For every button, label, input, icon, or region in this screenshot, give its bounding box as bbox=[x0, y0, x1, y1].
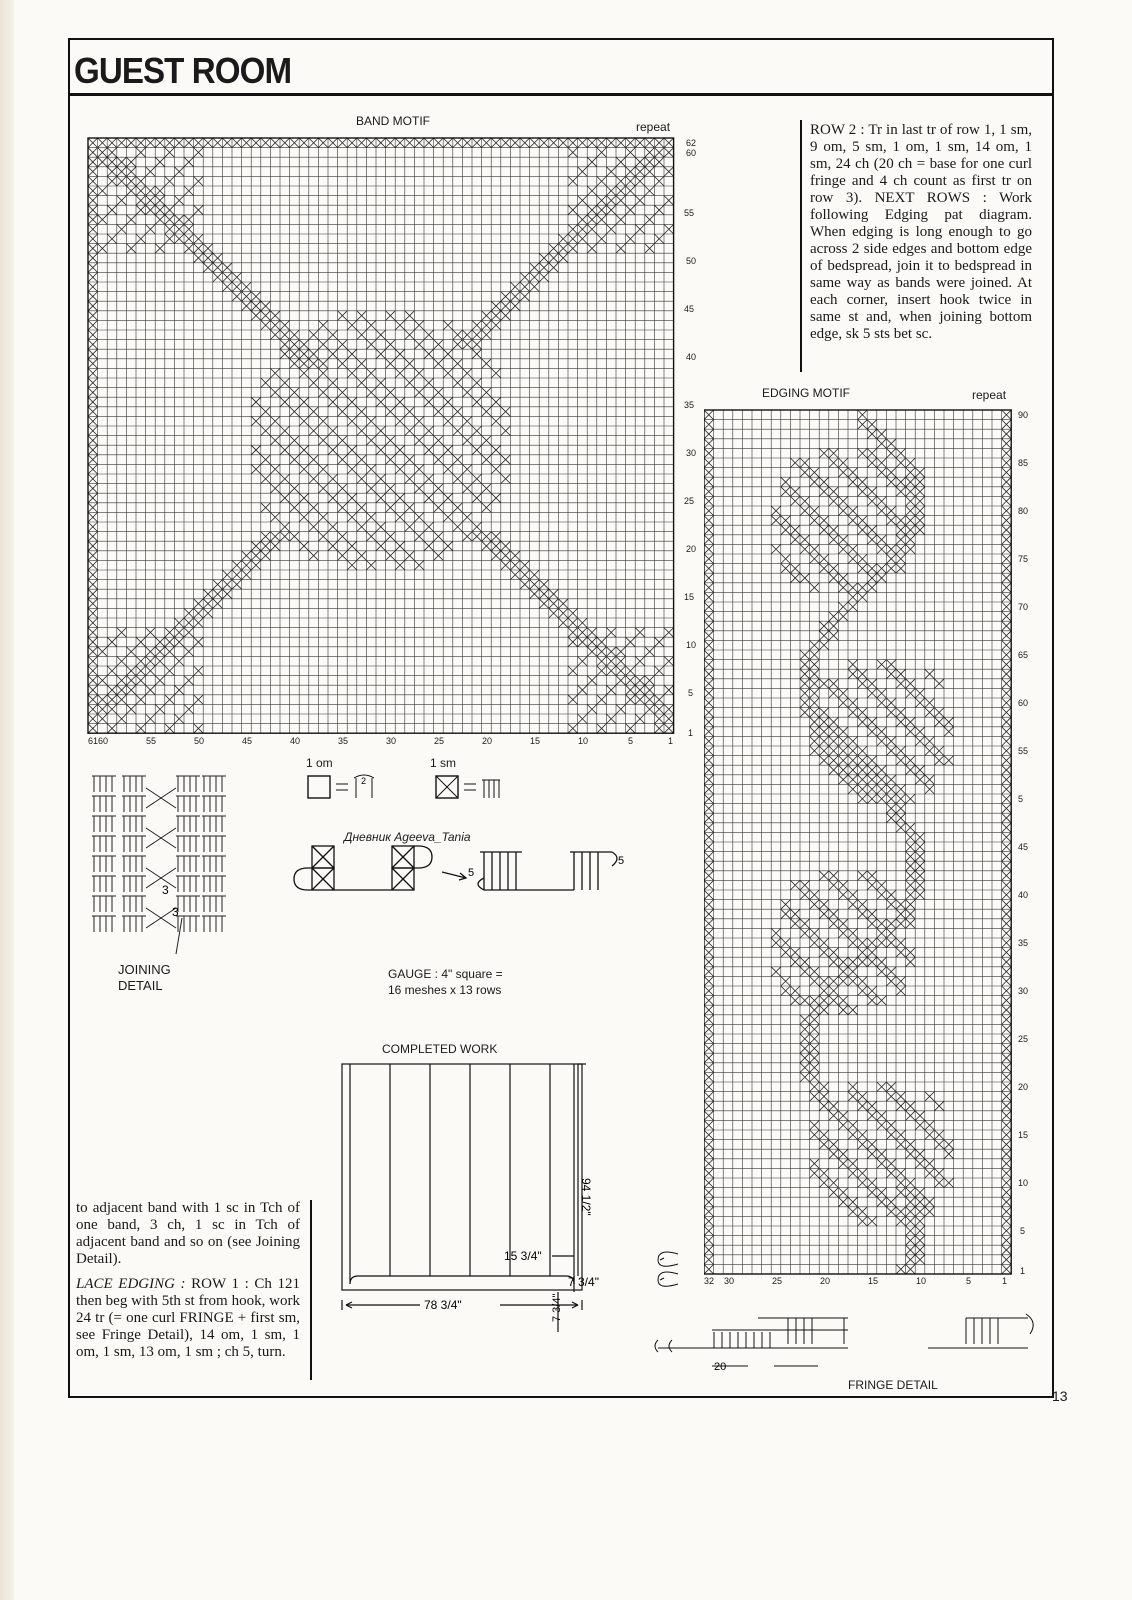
band-row-label: 40 bbox=[686, 352, 697, 362]
edging-row-label: 30 bbox=[1018, 986, 1029, 996]
edging-row-label: 1 bbox=[1020, 1266, 1026, 1276]
edging-col-label: 15 bbox=[868, 1276, 879, 1286]
joining-label-line1: JOINING bbox=[118, 962, 171, 977]
band-row-label: 35 bbox=[684, 400, 695, 410]
cw-edge-bottom: 7 3/4" bbox=[551, 1293, 563, 1322]
right-text-rule bbox=[800, 120, 802, 372]
band-col-label: 50 bbox=[194, 736, 205, 746]
edging-col-label: 20 bbox=[820, 1276, 831, 1286]
gauge-note bbox=[388, 966, 503, 998]
band-col-label: 10 bbox=[578, 736, 589, 746]
band-row-label: 30 bbox=[686, 448, 697, 458]
edging-row-label: 15 bbox=[1018, 1130, 1029, 1140]
cw-edge-side: 7 3/4" bbox=[568, 1275, 599, 1289]
page-title: GUEST ROOM bbox=[74, 50, 292, 91]
bottom-text-rule bbox=[310, 1200, 312, 1380]
joining-detail-label bbox=[118, 962, 171, 994]
edging-row-label: 90 bbox=[1018, 410, 1029, 420]
page-number: 13 bbox=[1052, 1388, 1068, 1404]
edging-row-label: 35 bbox=[1018, 938, 1029, 948]
edging-row-label: 5 bbox=[1020, 1226, 1026, 1236]
edging-col-label: 32 bbox=[704, 1276, 715, 1286]
band-row-label: 55 bbox=[684, 208, 695, 218]
edging-repeat-label: repeat bbox=[972, 388, 1007, 402]
cw-width: 78 3/4" bbox=[424, 1298, 462, 1312]
band-row-label: 1 bbox=[688, 728, 694, 738]
band-col-label: 20 bbox=[482, 736, 493, 746]
band-row-label: 50 bbox=[686, 256, 697, 266]
band-row-label: 45 bbox=[684, 304, 695, 314]
edging-row-label: 45 bbox=[1018, 842, 1029, 852]
corner-num-right: 5 bbox=[618, 855, 625, 867]
legend-om-number: 2 bbox=[361, 776, 367, 786]
edging-row-label: 60 bbox=[1018, 698, 1029, 708]
legend-sm-label: 1 sm bbox=[430, 756, 457, 770]
joining-num-2: 3 bbox=[172, 905, 179, 919]
joining-detail-diagram bbox=[86, 768, 242, 958]
completed-work-label: COMPLETED WORK bbox=[382, 1042, 498, 1056]
edging-motif-chart bbox=[704, 406, 1044, 1286]
edging-row-label: 55 bbox=[1018, 746, 1029, 756]
page-binding-shadow bbox=[0, 0, 14, 1600]
band-row-label: 25 bbox=[684, 496, 695, 506]
edging-col-label: 5 bbox=[966, 1276, 972, 1286]
edging-row-label: 75 bbox=[1018, 554, 1029, 564]
edging-row-label: 80 bbox=[1018, 506, 1029, 516]
band-row-label: 20 bbox=[686, 544, 697, 554]
band-col-labels bbox=[84, 736, 684, 750]
legend-om-label: 1 om bbox=[306, 756, 333, 770]
band-col-label: 5 bbox=[628, 736, 634, 746]
fringe-num: 20 bbox=[714, 1361, 727, 1373]
edging-col-label: 25 bbox=[772, 1276, 783, 1286]
legend-symbols bbox=[300, 770, 530, 804]
band-col-label: 15 bbox=[530, 736, 541, 746]
band-col-label: 1 bbox=[668, 736, 674, 746]
edging-row-label: 65 bbox=[1018, 650, 1029, 660]
edging-row-label: 85 bbox=[1018, 458, 1029, 468]
band-col-label: 45 bbox=[242, 736, 253, 746]
lace-edging-text: ROW 1 : Ch 121 then beg with 5th st from hook, work 24 tr (= one curl FRINGE + first sm, see Fringe Detail), 14 om, 1 sm, 1 om, 1 sm, 13 om, 1 sm ; ch 5, turn. bbox=[76, 1276, 300, 1360]
edging-row-labels bbox=[1016, 406, 1042, 1282]
edging-row-label: 25 bbox=[1018, 1034, 1029, 1044]
lace-edging-instructions bbox=[76, 1200, 300, 1369]
cw-band-width: 15 3/4" bbox=[504, 1249, 542, 1263]
joining-paragraph: to adjacent band with 1 sc in Tch of one band, 3 ch, 1 sc in Tch of adjacent band and so on (see Joining Detail). bbox=[76, 1200, 300, 1267]
band-col-label: 60 bbox=[98, 736, 109, 746]
edging-row-label: 10 bbox=[1018, 1178, 1029, 1188]
band-col-label: 30 bbox=[386, 736, 397, 746]
corner-diagram bbox=[290, 842, 630, 906]
band-col-label: 40 bbox=[290, 736, 301, 746]
fringe-detail-diagram bbox=[648, 1240, 1048, 1380]
band-repeat-label: repeat bbox=[636, 120, 671, 134]
fringe-detail-label: FRINGE DETAIL bbox=[848, 1378, 938, 1392]
edging-motif-label: EDGING MOTIF bbox=[762, 386, 850, 400]
lace-edging-paragraph bbox=[76, 1276, 300, 1361]
cw-height: 94 1/2" bbox=[579, 1178, 593, 1216]
band-col-label: 35 bbox=[338, 736, 349, 746]
edging-row-label: 20 bbox=[1018, 1082, 1029, 1092]
gauge-line1: GAUGE : 4" square = bbox=[388, 967, 503, 981]
joining-num-1: 3 bbox=[162, 883, 169, 897]
watermark-text: Дневник Ageeva_Tania bbox=[344, 830, 471, 844]
band-col-label: 55 bbox=[146, 736, 157, 746]
band-row-label: 5 bbox=[688, 688, 694, 698]
edging-col-label: 1 bbox=[1002, 1276, 1008, 1286]
band-row-label: 10 bbox=[686, 640, 697, 650]
joining-label-line2: DETAIL bbox=[118, 978, 163, 993]
band-col-label: 25 bbox=[434, 736, 445, 746]
band-col-label: 61 bbox=[88, 736, 99, 746]
band-row-label: 15 bbox=[684, 592, 695, 602]
edging-col-label: 10 bbox=[916, 1276, 927, 1286]
edging-row-label: 5 bbox=[1018, 794, 1024, 804]
lace-edging-heading: LACE EDGING : bbox=[76, 1276, 186, 1292]
band-row-label: 60 bbox=[686, 148, 697, 158]
row2-instructions: ROW 2 : Tr in last tr of row 1, 1 sm, 9 om, 5 sm, 1 om, 1 sm, 14 om, 1 sm, 24 ch (20 ch = base for one curl fringe and 4 ch count as first tr on row 3). NEXT ROWS : Work following Edging pat diagram. When edging is long enough to go across 2 side edges and bottom edge of bedspread, join it to bedspread in same way as bands were joined. At each corner, insert hook twice in same st and, when joining bottom edge, sk 5 sts bet sc. bbox=[810, 122, 1032, 342]
gauge-line2: 16 meshes x 13 rows bbox=[388, 983, 502, 997]
edging-row-label: 70 bbox=[1018, 602, 1029, 612]
edging-col-label: 30 bbox=[724, 1276, 735, 1286]
band-motif-chart bbox=[84, 134, 714, 750]
band-row-label: 62 bbox=[686, 138, 697, 148]
band-motif-label: BAND MOTIF bbox=[356, 114, 430, 128]
completed-work-diagram bbox=[336, 1060, 626, 1340]
corner-num-left: 5 bbox=[468, 867, 475, 879]
edging-row-label: 40 bbox=[1018, 890, 1029, 900]
